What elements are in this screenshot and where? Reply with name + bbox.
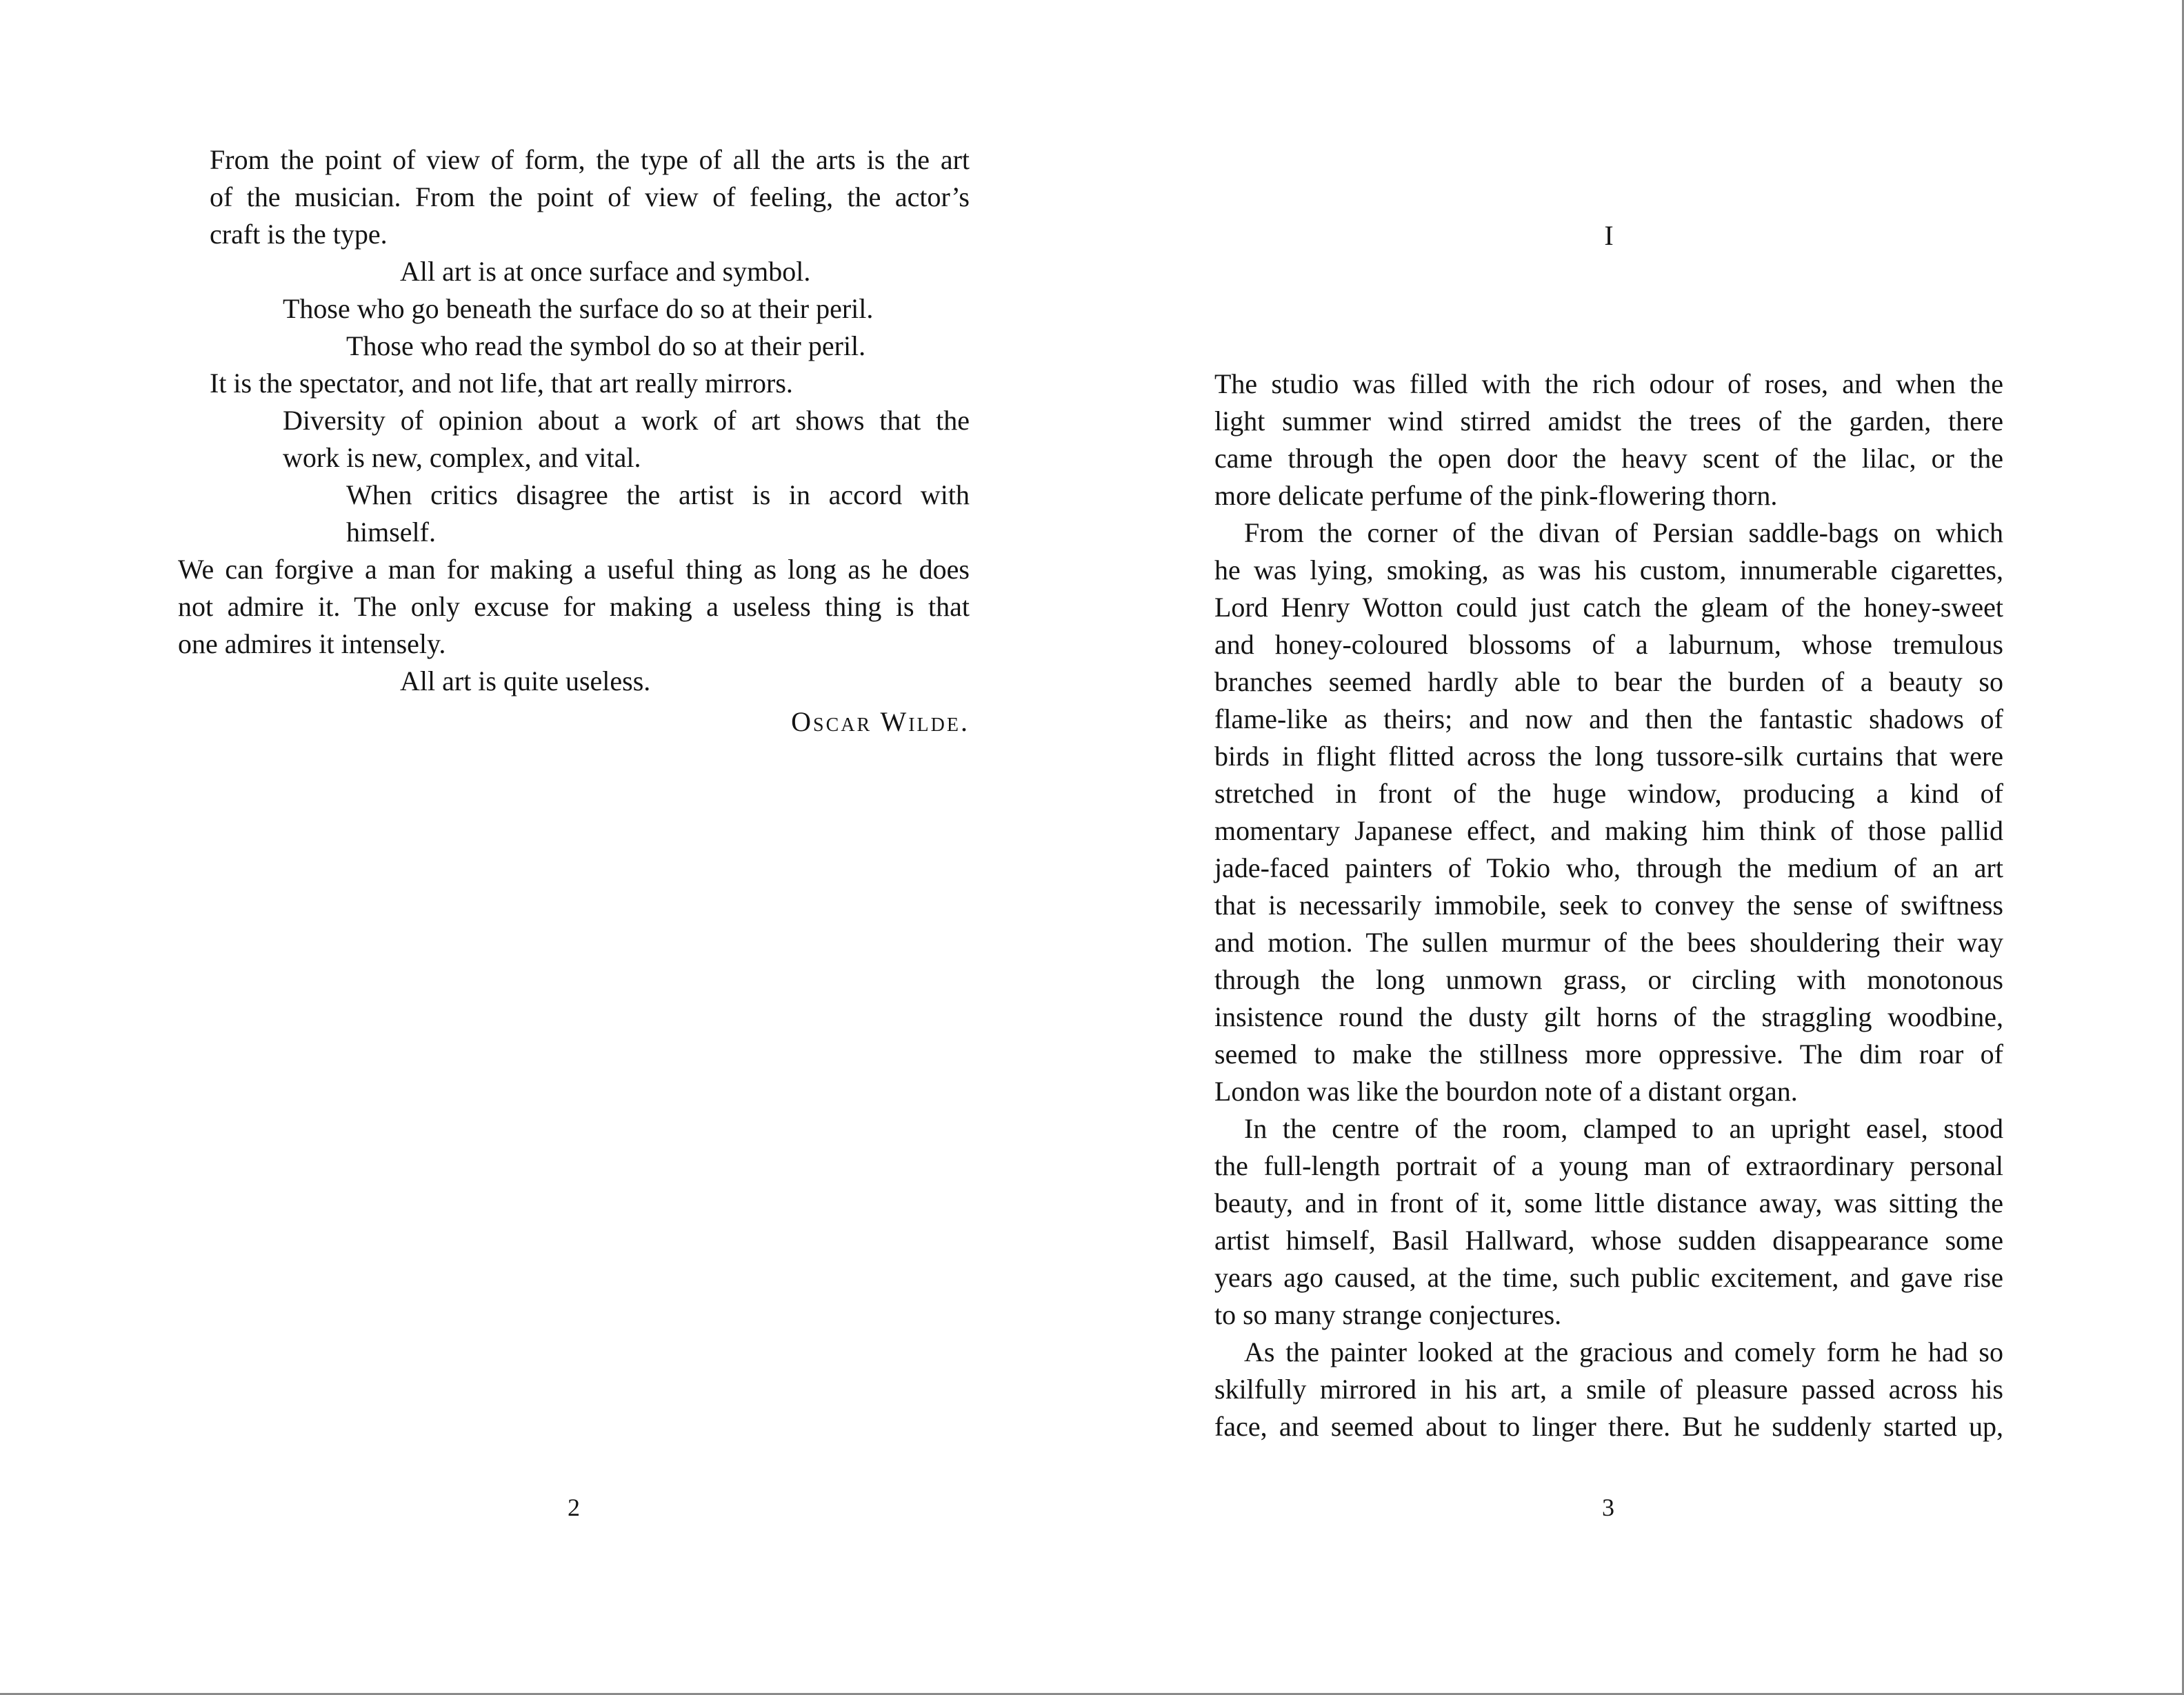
- author-signature: Oscar Wilde.: [791, 706, 970, 737]
- right-line: jade-faced painters of Tokio who, through the medium of an art: [1214, 852, 2003, 883]
- right-line: years ago caused, at the time, such public excitement, and gave rise: [1214, 1262, 2003, 1293]
- right-line: From the corner of the divan of Persian saddle-bags on which: [1244, 517, 2003, 548]
- right-line: flame-like as theirs; and now and then the fantastic shadows of: [1214, 703, 2003, 734]
- right-line: beauty, and in front of it, some little distance away, was sitting the: [1214, 1187, 2003, 1218]
- left-line: Diversity of opinion about a work of art shows that the: [283, 405, 970, 436]
- left-line: himself.: [346, 516, 436, 548]
- right-line: through the long unmown grass, or circling with monotonous: [1214, 964, 2003, 995]
- right-line: and motion. The sullen murmur of the bees shouldering their way: [1214, 927, 2003, 958]
- left-line: When critics disagree the artist is in accord with: [346, 479, 970, 510]
- left-line: All art is at once surface and symbol.: [400, 256, 811, 287]
- right-line: As the painter looked at the gracious and comely form he had so: [1244, 1336, 2003, 1367]
- right-line: he was lying, smoking, as was his custom, innumerable cigarettes,: [1214, 554, 2003, 585]
- right-line: skilfully mirrored in his art, a smile of pleasure passed across his: [1214, 1374, 2003, 1405]
- right-line: London was like the bourdon note of a distant organ.: [1214, 1076, 1798, 1107]
- left-line: Those who go beneath the surface do so at their peril.: [283, 293, 874, 324]
- right-line: Lord Henry Wotton could just catch the gleam of the honey-sweet: [1214, 592, 2003, 623]
- right-line: and honey-coloured blossoms of a laburnum, whose tremulous: [1214, 629, 2003, 660]
- left-line: craft is the type.: [210, 219, 388, 250]
- right-line: that is necessarily immobile, seek to convey the sense of swiftness: [1214, 890, 2003, 921]
- right-line: branches seemed hardly able to bear the burden of a beauty so: [1214, 666, 2003, 697]
- right-line: stretched in front of the huge window, producing a kind of: [1214, 778, 2003, 809]
- left-line: of the musician. From the point of view of feeling, the actor’s: [210, 181, 970, 212]
- right-line: came through the open door the heavy scent of the lilac, or the: [1214, 443, 2003, 474]
- left-line: From the point of view of form, the type of all the arts is the art: [210, 144, 970, 175]
- right-line: birds in flight flitted across the long tussore-silk curtains that were: [1214, 741, 2003, 772]
- chapter-heading: I: [1604, 220, 1615, 251]
- right-line: light summer wind stirred amidst the trees of the garden, there: [1214, 405, 2003, 437]
- right-line: In the centre of the room, clamped to an upright easel, stood: [1244, 1113, 2003, 1144]
- right-line: to so many strange conjectures.: [1214, 1299, 1562, 1330]
- page-number: 2: [568, 1494, 580, 1521]
- left-line: work is new, complex, and vital.: [283, 442, 641, 473]
- right-line: more delicate perfume of the pink-flowering thorn.: [1214, 480, 1778, 511]
- left-line: We can forgive a man for making a useful thing as long as he does: [178, 554, 970, 585]
- right-line: face, and seemed about to linger there. But he suddenly started up,: [1214, 1411, 2003, 1442]
- left-line: one admires it intensely.: [178, 628, 446, 659]
- right-line: insistence round the dusty gilt horns of the straggling woodbine,: [1214, 1001, 2003, 1032]
- right-line: artist himself, Basil Hallward, whose sudden disappearance some: [1214, 1225, 2003, 1256]
- right-line: the full-length portrait of a young man of extraordinary personal: [1214, 1150, 2003, 1181]
- right-line: The studio was filled with the rich odour of roses, and when the: [1214, 368, 2003, 399]
- left-line: It is the spectator, and not life, that art really mirrors.: [210, 368, 793, 399]
- left-line: All art is quite useless.: [400, 665, 651, 696]
- left-line: not admire it. The only excuse for making a useless thing is that: [178, 591, 970, 622]
- left-line: Those who read the symbol do so at their peril.: [346, 330, 866, 361]
- right-line: seemed to make the stillness more oppressive. The dim roar of: [1214, 1039, 2003, 1070]
- page-number: 3: [1602, 1494, 1614, 1521]
- right-line: momentary Japanese effect, and making him think of those pallid: [1214, 815, 2003, 846]
